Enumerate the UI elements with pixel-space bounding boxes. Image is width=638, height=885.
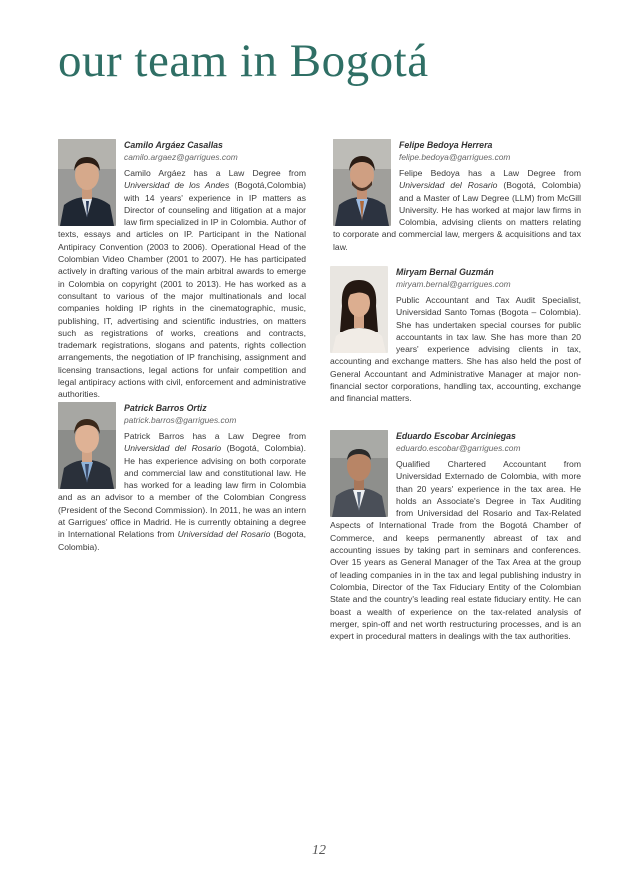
bio-text-run: Public Accountant and Tax Audit Specialist, Universidad Santo Tomas (Bogota – Colombia). She has undertaken special courses for public accountants in tax law. She has more than 20 years' experience advising clients in tax, accounting and exchange matters. She has also held the post of General Accountant and Administrative Manager at major non-financial sector corporations, handling tax, accounting, exchange and financial matters. [330,295,581,404]
member-name: Patrick Barros Ortiz [124,403,207,413]
bio-text-run: (Bogotá, Colombia). He has experience advising on both corporate and commercial law and constitutional law. He has worked for a leading law firm in Colombia and as an advisor to a member of the Colombian Congress (President of the Second Commission). In 2011, he was an intern at Garrigues' office in Madrid. He is currently obtaining a degree in International Relations from [58,443,307,540]
member-email[interactable]: camilo.argaez@garrigues.com [124,152,238,162]
bio-italic-run: Universidad del Rosario [124,443,222,454]
portrait-felipe-bedoya [333,139,391,226]
portrait-eduardo-escobar [330,430,388,517]
member-name: Eduardo Escobar Arciniegas [396,431,516,441]
member-email[interactable]: eduardo.escobar@garrigues.com [396,443,521,453]
page-number: 12 [312,843,326,858]
portrait-miryam-bernal [330,266,388,353]
bio-text-run: (Bogotá,Colombia) with 14 years' experience in IP matters as Director of counseling and litigation at a major law firm specialized in IP in Colombia. Author of texts, essays and articles on IP. Participant in the National Antipiracy Convention (2003 to 2006). Operational Head of the Colombian Video Chamber (2001 to 2007). He has participated actively in drafting various of the main arbitral awards to emerge in Colombia on copyright (2001 to 2013). He has worked as a consultant to various of the major multinationals and local companies holding IP rights in the cinematographic, music, publishing, IT, advertising and scientific industries, on matters such as registrations of works, creations and contracts, trademark registrations, slogans and patents, rights collection arrangements, the negotiation of IP franchising, assignment and licensing transactions, legal actions for unfair competition and legal antipiracy actions with civil, enforcement and administrative authorities. [58,180,306,400]
bio-text-run: (Bogotá, Colombia) and a Master of Law Degree (LLM) from McGill University. He has worked at major law firms in Colombia, advising clients on matters relating to corporate and commercial law, mergers & acquisitions and tax law. [333,180,581,252]
bio-text-run: Patrick Barros has a Law Degree from [124,431,306,441]
member-name: Felipe Bedoya Herrera [399,140,493,150]
bio-text-run: Camilo Argáez has a Law Degree from [124,168,306,178]
member-email[interactable]: felipe.bedoya@garrigues.com [399,152,511,162]
person-portrait-icon [330,266,388,353]
person-portrait-icon [333,139,391,226]
member-email[interactable]: patrick.barros@garrigues.com [124,415,237,425]
member-name: Camilo Argáez Casallas [124,140,223,150]
portrait-camilo-argaez [58,139,116,226]
bio-text-run: Felipe Bedoya has a Law Degree from [399,168,581,178]
member-email[interactable]: miryam.bernal@garrigues.com [396,279,511,289]
bio-text-run: Qualified Chartered Accountant from Universidad Externado de Colombia, with more than 20 years' experience in the tax area. He holds an Associate's Degree in Tax Auditing from Universidad del Rosario and Tax-Related Aspects of International Trade from the Bogotá Chamber of Commerce, and keeps permanently abreast of tax and accounting issues by taking part in seminars and conferences. Over 15 years as General Manager of the Tax Area at the group of leading companies in in the tax and legal publishing industry in Colombia, Director of the Tax Fiduciary Entity of the Colombian State and the country's leading real estate fiduciary entity. He can boast a wealth of experience on the tax-related analysis of merger, spin-off and net worth restructuring processes, and is an expert in procedural matters in dealings with the tax authorities. [330,459,581,642]
bio-text-run: (Bogota, Colombia). [58,529,307,552]
team-member-patrick-barros [58,402,306,553]
person-portrait-icon [330,430,388,517]
bio-italic-run: Universidad de los Andes [124,180,230,191]
bio-italic-run: Universidad del Rosario [399,180,498,191]
team-member-eduardo-escobar [330,430,581,642]
portrait-patrick-barros [58,402,116,489]
person-portrait-icon [58,402,116,489]
team-member-felipe-bedoya [333,139,581,253]
team-member-camilo-argaez [58,139,306,401]
member-name: Miryam Bernal Guzmán [396,267,494,277]
page-title: our team in Bogotá [58,35,429,87]
person-portrait-icon [58,139,116,226]
bio-italic-run: Universidad del Rosario [177,529,271,540]
team-member-miryam-bernal [330,266,581,405]
